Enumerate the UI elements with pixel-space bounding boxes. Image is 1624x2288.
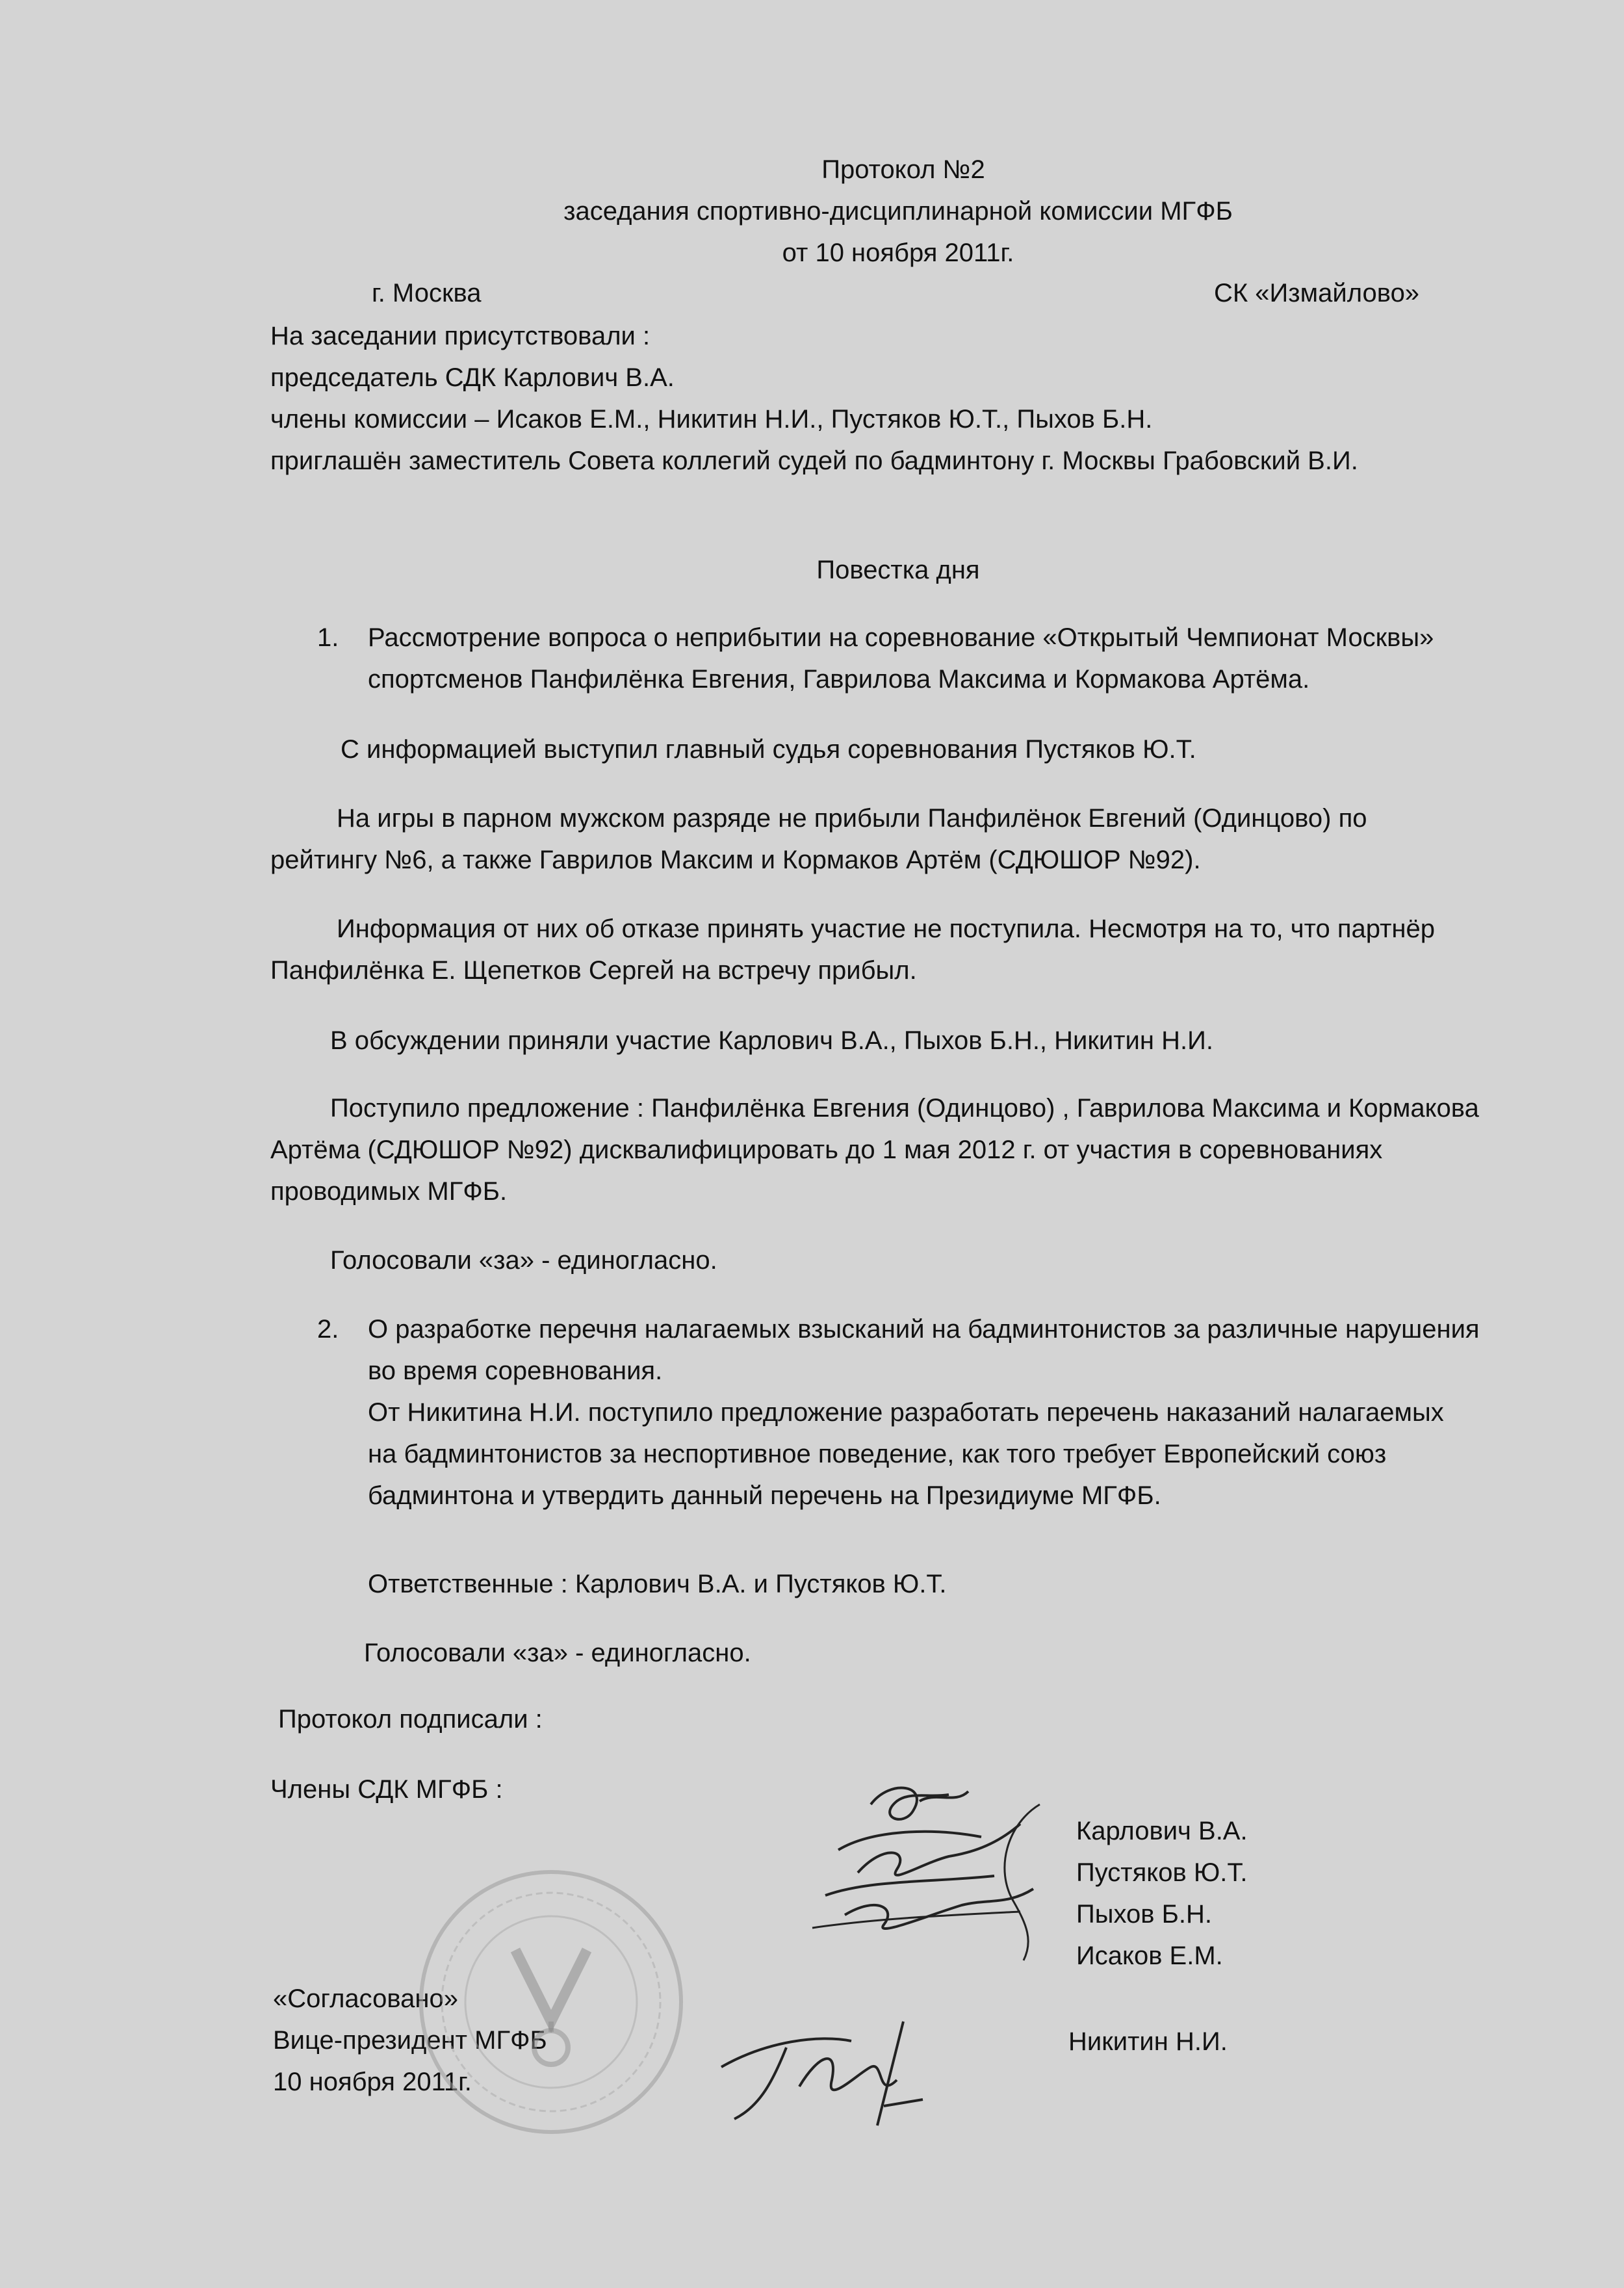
proposal-line-3: проводимых МГФБ.: [270, 1177, 508, 1206]
responsible-persons: Ответственные : Карлович В.А. и Пустяков Ю.Т.: [368, 1570, 947, 1598]
agenda-item-2-line-1: О разработке перечня налагаемых взысканий на бадминтонистов за различные нарушения: [368, 1315, 1480, 1344]
official-stamp: [408, 1859, 694, 2145]
signatory-name: Пустяков Ю.Т.: [1076, 1858, 1248, 1887]
agenda-item-2-line-5: бадминтона и утвердить данный перечень на Президиуме МГФБ.: [368, 1481, 1161, 1510]
proposal-line-2: Артёма (СДЮШОР №92) дисквалифицировать до 1 мая 2012 г. от участия в соревнованиях: [270, 1136, 1383, 1164]
attendance-chair: председатель СДК Карлович В.А.: [270, 363, 675, 392]
info-paragraph: С информацией выступил главный судья соревнования Пустяков Ю.Т.: [341, 735, 1196, 764]
signed-by-label: Протокол подписали :: [278, 1705, 543, 1734]
agenda-item-2-line-3: От Никитина Н.И. поступило предложение разработать перечень наказаний налагаемых: [368, 1398, 1444, 1427]
approved-label: «Согласовано»: [273, 1984, 458, 2013]
signatory-name: Никитин Н.И.: [1068, 2027, 1228, 2056]
proposal-line-1: Поступило предложение : Панфилёнка Евгения (Одинцово) , Гаврилова Максима и Кормакова: [330, 1094, 1479, 1123]
members-label: Члены СДК МГФБ :: [270, 1775, 503, 1804]
doc-subtitle: заседания спортивно-дисциплинарной комиссии МГФБ: [563, 197, 1233, 226]
vote-result-2: Голосовали «за» - единогласно.: [364, 1639, 751, 1667]
agenda-item-1-line-2: спортсменов Панфилёнка Евгения, Гаврилова Максима и Кормакова Артёма.: [368, 665, 1310, 694]
paragraph-absent-line-2: рейтингу №6, а также Гаврилов Максим и Кормаков Артём (СДЮШОР №92).: [270, 846, 1201, 874]
attendance-intro: На заседании присутствовали :: [270, 322, 651, 350]
signatory-name: Карлович В.А.: [1076, 1817, 1248, 1845]
attendance-invited: приглашён заместитель Совета коллегий судей по бадминтону г. Москвы Грабовский В.И.: [270, 447, 1358, 475]
paragraph-refusal-line-2: Панфилёнка Е. Щепетков Сергей на встречу прибыл.: [270, 956, 917, 985]
vice-president-signature: [708, 2008, 942, 2132]
agenda-item-2-number: 2.: [317, 1315, 339, 1344]
signatory-name: Пыхов Б.Н.: [1076, 1900, 1213, 1929]
doc-date: от 10 ноября 2011г.: [782, 239, 1014, 267]
agenda-item-1-line-1: Рассмотрение вопроса о неприбытии на соревнование «Открытый Чемпионат Москвы»: [368, 623, 1434, 652]
venue: СК «Измайлово»: [1214, 279, 1420, 307]
agenda-item-1-number: 1.: [317, 623, 339, 652]
agenda-heading: Повестка дня: [816, 556, 980, 584]
agenda-item-2-line-2: во время соревнования.: [368, 1357, 663, 1385]
city: г. Москва: [372, 279, 482, 307]
paragraph-absent-line-1: На игры в парном мужском разряде не прибыли Панфилёнок Евгений (Одинцово) по: [337, 804, 1367, 833]
paragraph-refusal-line-1: Информация от них об отказе принять участие не поступила. Несмотря на то, что партнёр: [337, 915, 1435, 943]
members-signature: [799, 1765, 1079, 1967]
vote-result-1: Голосовали «за» - единогласно.: [330, 1246, 717, 1275]
attendance-members: члены комиссии – Исаков Е.М., Никитин Н.И., Пустяков Ю.Т., Пыхов Б.Н.: [270, 405, 1153, 434]
approved-date: 10 ноября 2011г.: [273, 2068, 472, 2096]
signatory-name: Исаков Е.М.: [1076, 1942, 1223, 1970]
doc-title: Протокол №2: [821, 155, 985, 184]
discussion-paragraph: В обсуждении приняли участие Карлович В.А., Пыхов Б.Н., Никитин Н.И.: [330, 1026, 1213, 1055]
vice-president-label: Вице-президент МГФБ: [273, 2026, 547, 2055]
agenda-item-2-line-4: на бадминтонистов за неспортивное поведение, как того требует Европейский союз: [368, 1440, 1387, 1468]
